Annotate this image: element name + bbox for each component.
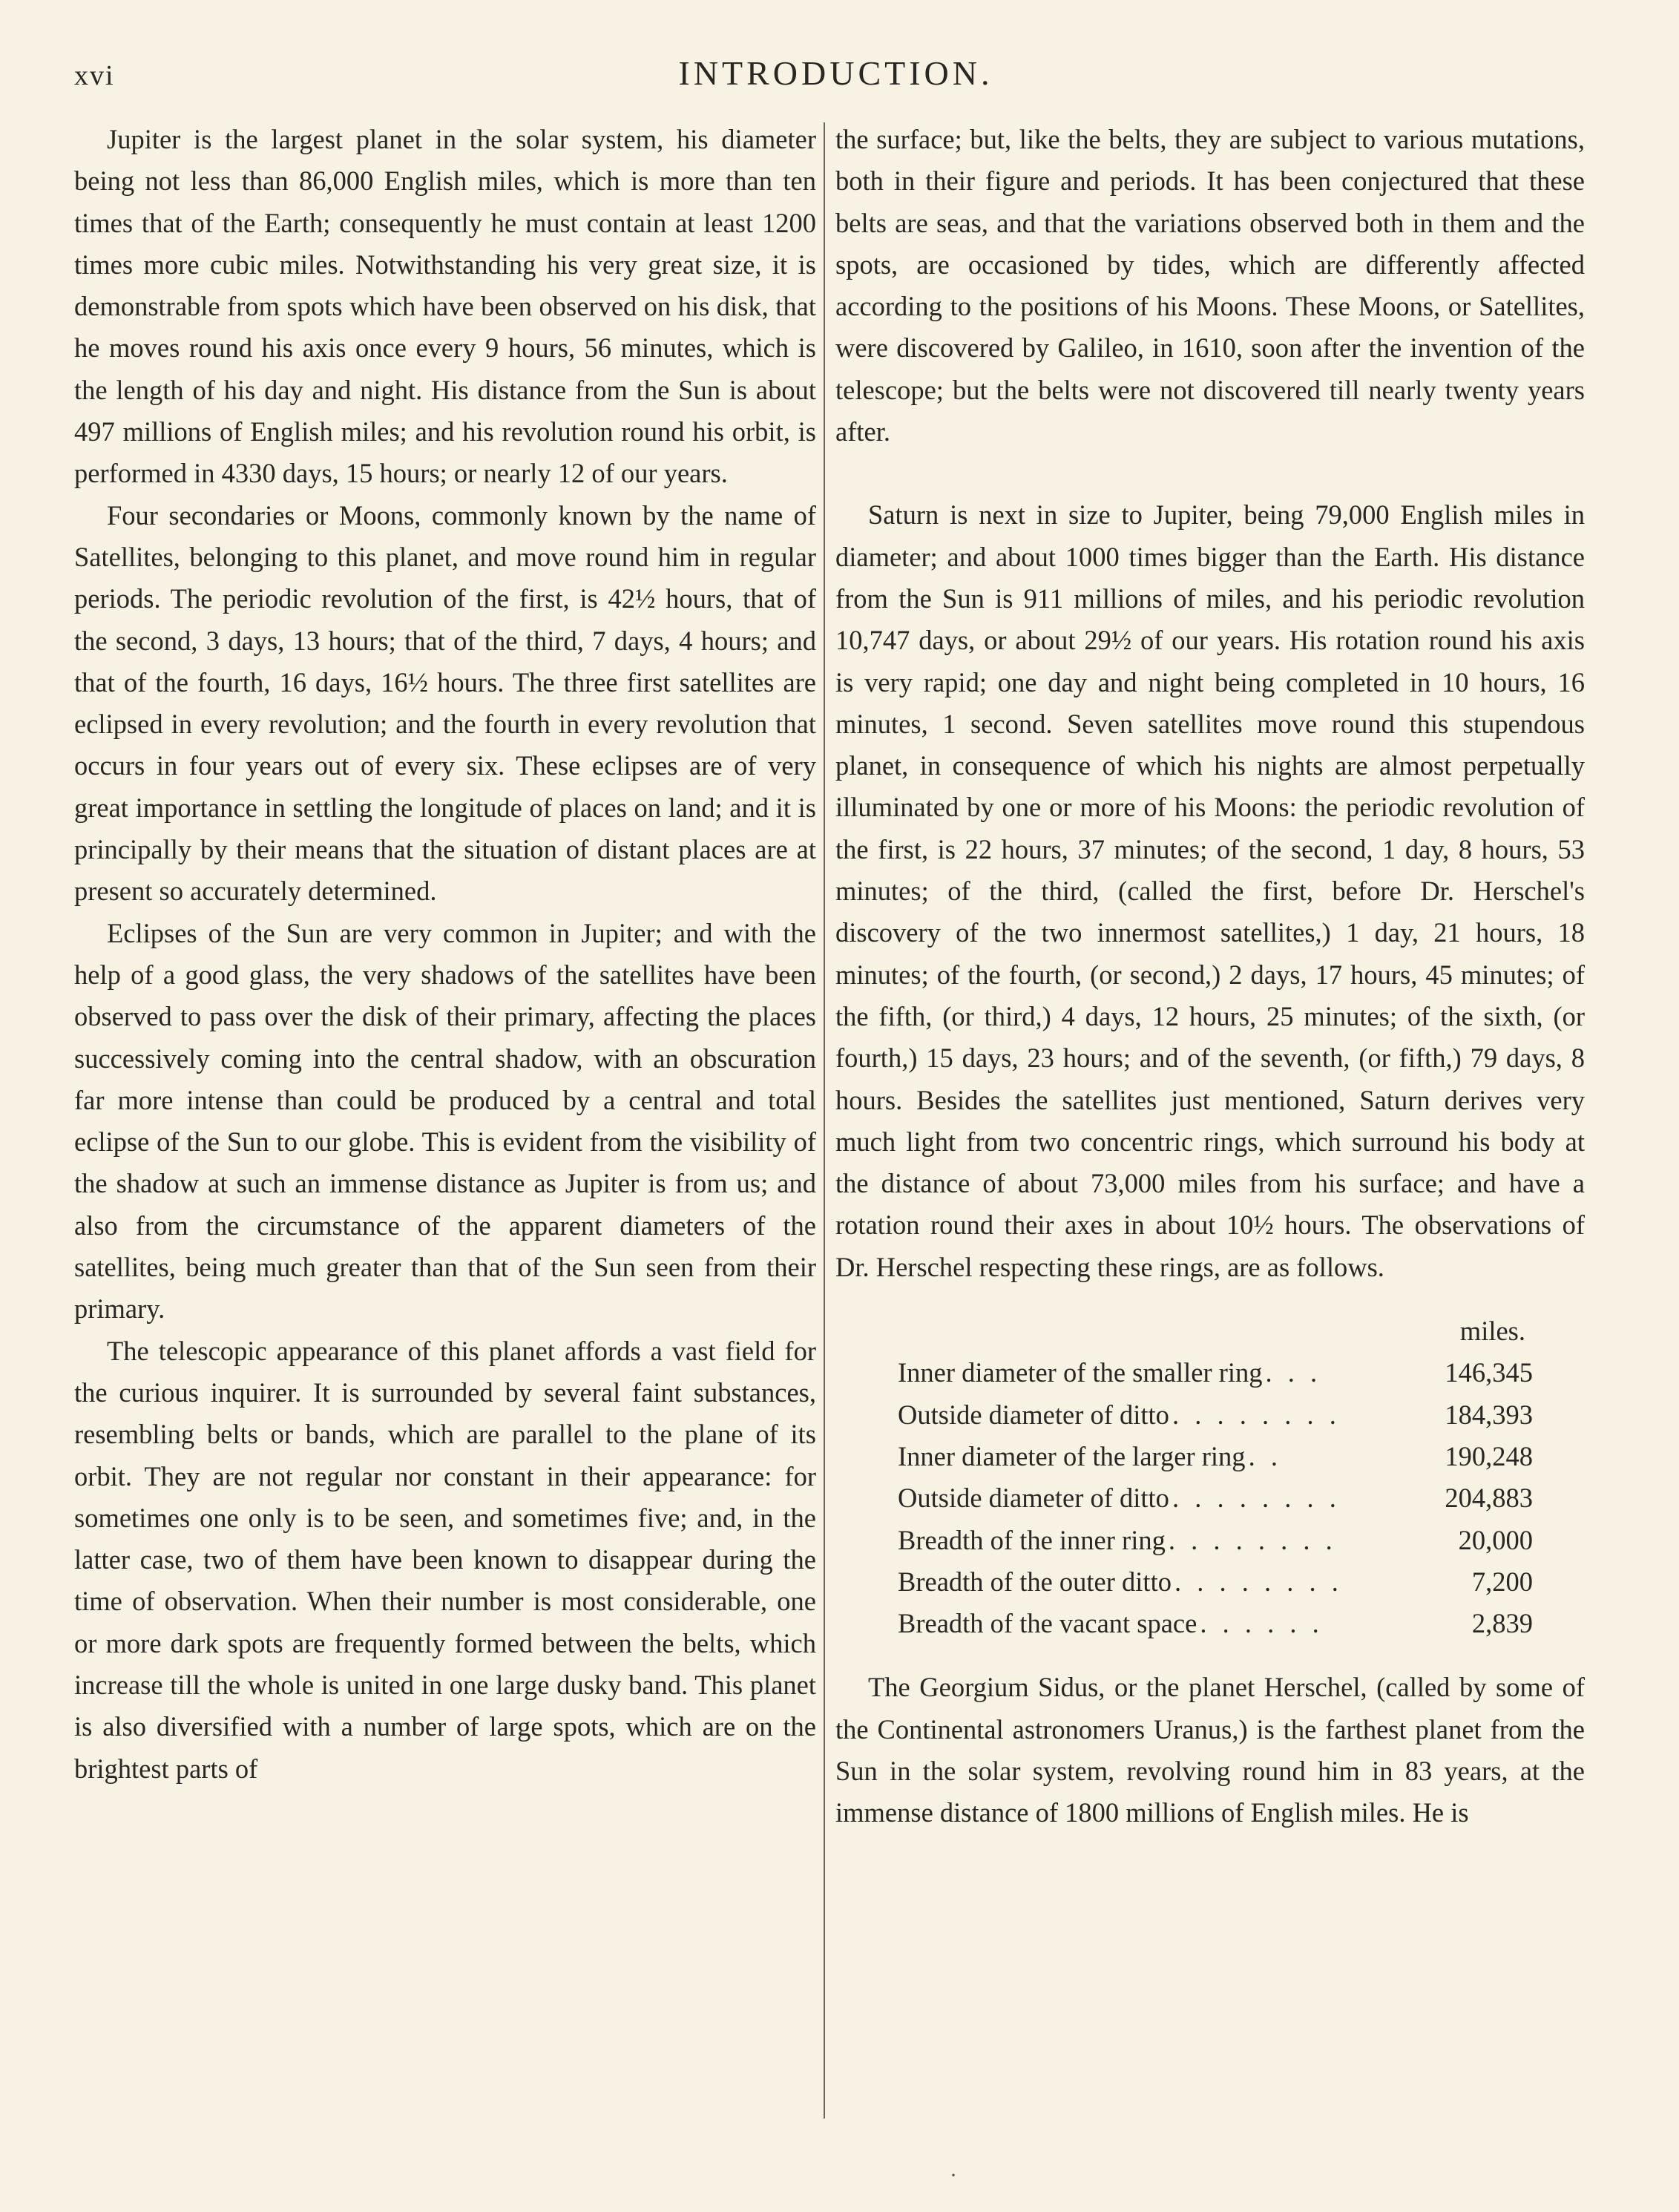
table-row	[898, 1436, 1533, 1477]
table-row-leader: . . . . . . . .	[1174, 1566, 1343, 1597]
column-divider	[824, 122, 825, 2119]
table-row	[898, 1561, 1533, 1603]
right-column	[835, 119, 1585, 1834]
saturn-rings-table	[898, 1310, 1533, 1644]
table-row-label: Inner diameter of the larger ring	[898, 1440, 1246, 1471]
table-gap	[835, 1288, 1585, 1310]
paragraph-saturn: Saturn is next in size to Jupiter, being 79,000 English miles in diameter; and about 1000 times bigger than the Earth. His distance from the Sun is 911 millions of miles, and his periodic revolution 10,747 days, or about 29½ of our years. His rotation round his axis is very rapid; one day and night being completed in 10 hours, 16 minutes, 1 second. Seven satellites move round this stupendous planet, in consequence of which his nights are almost perpetually illuminated by one or more of his Moons: the periodic revolution of the first, is 22 hours, 37 minutes; of the second, 1 day, 8 hours, 53 minutes; of the third, (called the first, before Dr. Herschel's discovery of the two innermost satellites,) 1 day, 21 hours, 18 minutes; of the fourth, (or second,) 2 days, 17 hours, 45 minutes; of the fifth, (or third,) 4 days, 12 hours, 25 minutes; of the sixth, (or fourth,) 15 days, 23 hours; and of the seventh, (or fifth,) 79 days, 8 hours. Besides the satellites just mentioned, Saturn derives very much light from two concentric rings, which surround his body at the distance of about 73,000 miles from his surface; and have a rotation round their axes in about 10½ hours. The observations of Dr. Herschel respecting these rings, are as follows.	[835, 499, 1585, 1282]
table-row	[898, 1477, 1533, 1519]
table-row-leader: . . . . . . . .	[1172, 1483, 1341, 1514]
table-row	[898, 1520, 1533, 1561]
page-header	[74, 53, 1597, 105]
table-row-label: Breadth of the vacant space	[898, 1608, 1197, 1639]
page-number: xvi	[74, 60, 115, 91]
table-row	[898, 1394, 1533, 1436]
table-row-value: 146,345	[1445, 1357, 1533, 1388]
paragraph-jupiter: Jupiter is the largest planet in the solar system, his diameter being not less than 86,000 English miles, which is more than ten times that of the Earth; consequently he must contain at least 1200 times more cubic miles. Notwithstanding his very great size, it is demonstrable from spots which have been observed on his disk, that he moves round his axis once every 9 hours, 56 minutes, which is the length of his day and night. His distance from the Sun is about 497 millions of English miles; and his revolution round his orbit, is performed in 4330 days, 15 hours; or nearly 12 of our years.	[74, 124, 816, 489]
table-unit-header: miles.	[1459, 1316, 1525, 1347]
running-head: INTRODUCTION.	[678, 54, 993, 92]
table-row-value: 2,839	[1471, 1608, 1533, 1639]
table-row-leader: . .	[1248, 1440, 1282, 1471]
paragraph-jupiter-eclipses: Eclipses of the Sun are very common in Jupiter; and with the help of a good glass, the very shadows of the satellites have been observed to pass over the disk of their primary, affecting the places successively coming into the central shadow, with an obscuration far more intense than could be produced by a central and total eclipse of the Sun to our globe. This is evident from the visibility of the shadow at such an immense distance as Jupiter is from us; and also from the circumstance of the apparent diameters of the satellites, being much greater than that of the Sun seen from their primary.	[74, 917, 816, 1325]
table-row-value: 7,200	[1471, 1566, 1533, 1597]
signature-mark: ·	[950, 2163, 957, 2188]
paragraph-georgium-sidus: The Georgium Sidus, or the planet Herschel, (called by some of the Continental astronomers Uranus,) is the farthest planet from the Sun in the solar system, revolving round him in 83 years, at the immense distance of 1800 millions of English miles. He is	[835, 1672, 1585, 1828]
table-row-value: 190,248	[1445, 1440, 1533, 1471]
table-row-value: 204,883	[1445, 1483, 1533, 1514]
paragraph-jupiter-satellites: Four secondaries or Moons, commonly known by the name of Satellites, belonging to this planet, and move round him in regular periods. The periodic revolution of the first, is 42½ hours, that of the second, 3 days, 13 hours; that of the third, 7 days, 4 hours; and that of the fourth, 16 days, 16½ hours. The three first satellites are eclipsed in every revolution; and the fourth in every revolution that occurs in four years out of every six. These eclipses are of very great importance in settling the longitude of places on land; and it is principally by their means that the situation of distant places are at present so accurately determined.	[74, 499, 816, 907]
table-row-label: Breadth of the outer ditto	[898, 1566, 1172, 1597]
table-row-value: 184,393	[1445, 1399, 1533, 1430]
table-row-label: Inner diameter of the smaller ring	[898, 1357, 1263, 1388]
table-row-leader: . . . . . .	[1200, 1608, 1324, 1639]
left-column	[74, 119, 816, 1790]
paragraph-jupiter-telescopic: The telescopic appearance of this planet affords a vast field for the curious inquirer. It is surrounded by several faint substances, resembling belts or bands, which are parallel to the plane of its orbit. They are not regular nor constant in their appearance: for sometimes one only is to be seen, and sometimes five; and, in the latter case, two of them have been known to disappear during the time of observation. When their number is most considerable, one or more dark spots are frequently formed between the belts, which increase till the whole is united in one large dusky band. This planet is also diversified with a number of large spots, which are on the brightest parts of	[74, 1335, 816, 1784]
table-row	[898, 1352, 1533, 1394]
table-row-leader: . . . . . . . .	[1172, 1399, 1341, 1430]
paragraph-jupiter-continued: the surface; but, like the belts, they are subject to various mutations, both in their figure and periods. It has been conjectured that these belts are seas, and that the variations observed both in them and the spots, are occasioned by tides, which are differently affected according to the positions of his Moons. These Moons, or Satellites, were discovered by Galileo, in 1610, soon after the invention of the telescope; but the belts were not discovered till nearly twenty years after.	[835, 124, 1585, 447]
section-gap	[835, 453, 1585, 494]
table-row-value: 20,000	[1458, 1524, 1533, 1555]
table-row-label: Outside diameter of ditto	[898, 1399, 1169, 1430]
table-row	[898, 1603, 1533, 1644]
table-row-label: Outside diameter of ditto	[898, 1483, 1169, 1514]
table-row-leader: . . .	[1265, 1357, 1322, 1388]
table-row-leader: . . . . . . . .	[1168, 1524, 1337, 1555]
section-gap	[835, 1644, 1585, 1667]
table-row-label: Breadth of the inner ring	[898, 1524, 1166, 1555]
